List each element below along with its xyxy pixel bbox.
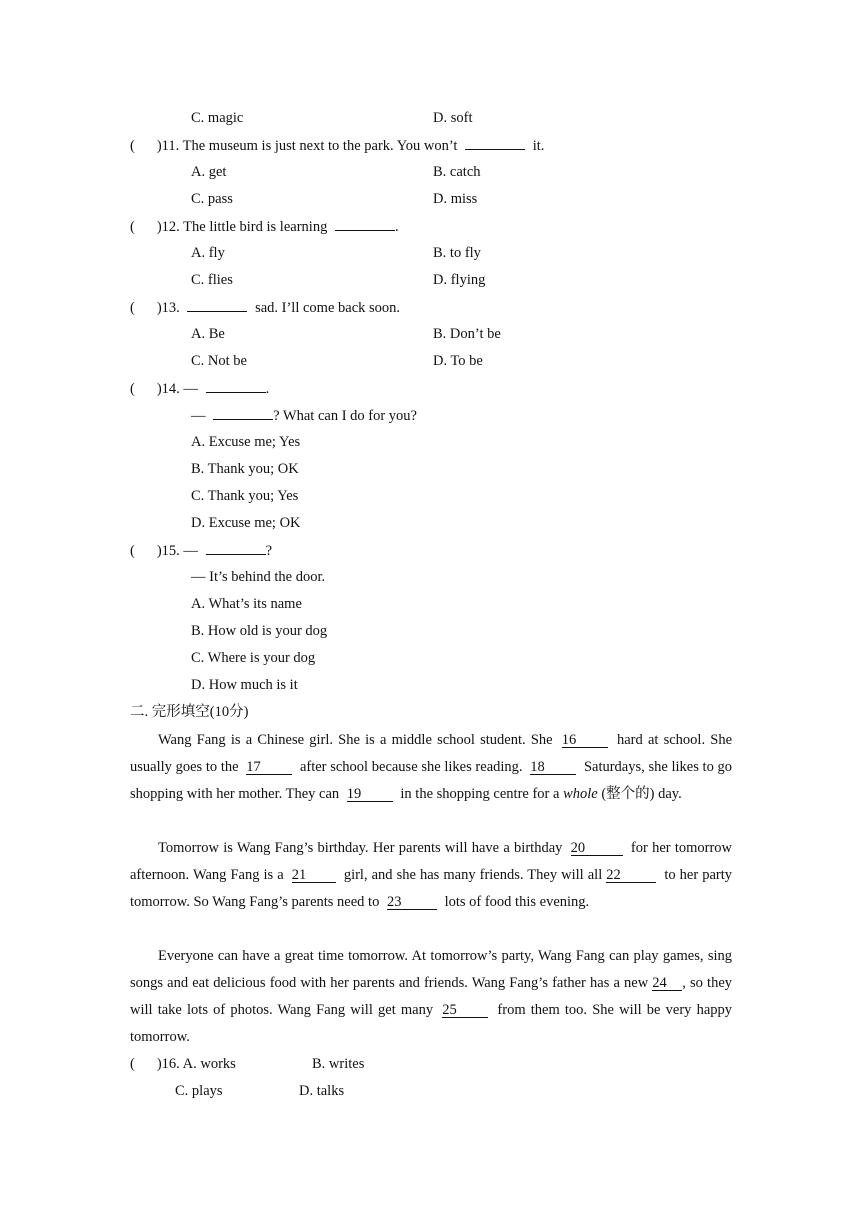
q14-stem [130,379,269,398]
q16-option-c: C. plays [175,1083,223,1099]
q14-stem-text: )14. — [156,381,198,397]
q14-option-d: D. Excuse me; OK [191,515,301,531]
answer-paren: ( [130,300,135,316]
q15-blank [206,541,266,555]
q12-blank [335,217,395,231]
q12-stem [130,217,399,236]
q15-option-b: B. How old is your dog [191,623,328,639]
passage-text: Saturdays, she likes to go shopping with her mother. They can [130,759,733,802]
answer-paren: ( [130,219,135,235]
q15-dialogue-line2: — It’s behind the door. [191,569,326,585]
q11-stem [130,136,544,155]
q12-option-a: A. fly [191,245,225,261]
passage-text: girl, and she has many friends. They will all [343,867,603,883]
blank-16: 16 [562,733,608,748]
passage-text: for her tomorrow afternoon. Wang Fang is a [130,840,733,883]
q13-stem-tail: sad. I’ll come back soon. [255,300,401,316]
q11-stem-text: )11. The museum is just next to the park. You won’t [156,138,458,154]
q16-stem [130,1055,236,1073]
q13-stem-text: )13. [156,300,180,316]
q16-option-b: B. writes [312,1056,365,1072]
blank-21: 21 [292,868,336,883]
answer-paren: ( [130,543,135,559]
blank-20: 20 [571,841,623,856]
q11-option-c: C. pass [191,191,233,207]
answer-paren: ( [130,381,135,397]
q14-dialogue-line2 [191,406,417,425]
passage-text: after school because she likes reading. [299,759,523,775]
q14-option-b: B. Thank you; OK [191,461,299,477]
passage-paragraph-1 [130,727,732,808]
q14-blank-1 [206,379,266,393]
blank-19: 19 [347,787,393,802]
q11-option-d: D. miss [433,191,478,207]
q13-option-d: D. To be [433,353,483,369]
q10-option-d: D. soft [433,110,473,126]
q12-stem-text: )12. The little bird is learning [156,219,328,235]
q15-stem [130,541,272,560]
q12-stem-tail: . [394,219,399,235]
passage-text: Everyone can have a great time tomorrow. At tomorrow’s party, Wang Fang can play games, sing songs and eat delicious food with her parents and friends. Wang Fang’s father has a new [130,948,732,991]
q10-option-c: C. magic [191,110,244,126]
passage-text: hard at school. She usually goes to the [130,732,733,775]
passage-text: Wang Fang is a Chinese girl. She is a middle school student. She [158,732,553,748]
answer-paren: ( [130,138,135,154]
passage-text: in the shopping centre for a [400,786,560,802]
blank-25: 25 [442,1003,488,1018]
passage-text: lots of food this evening. [444,894,590,910]
q15-option-a: A. What’s its name [191,596,302,612]
q14-option-c: C. Thank you; Yes [191,488,299,504]
q13-option-a: A. Be [191,326,225,342]
q14-line2-tail: ? What can I do for you? [273,408,417,424]
passage-text: Tomorrow is Wang Fang’s birthday. Her parents will have a birthday [158,840,563,856]
passage-italic-word: whole [563,786,598,802]
q14-dash: — [191,408,206,424]
passage-paragraph-3 [130,943,732,1051]
blank-18: 18 [530,760,576,775]
q12-option-b: B. to fly [433,245,481,261]
q15-option-c: C. Where is your dog [191,650,316,666]
q13-blank [187,298,247,312]
q13-option-c: C. Not be [191,353,247,369]
blank-23: 23 [387,895,437,910]
q14-option-a: A. Excuse me; Yes [191,434,301,450]
passage-text: from them too. She will be very happy tomorrow. [130,1002,733,1045]
passage-text: , so they will take lots of photos. Wang Fang will get many [130,975,733,1018]
q11-stem-tail: it. [532,138,545,154]
q14-blank-2 [213,406,273,420]
q16-option-d: D. talks [299,1083,345,1099]
q15-stem-text: )15. — [156,543,198,559]
q11-option-a: A. get [191,164,227,180]
blank-22: 22 [606,868,656,883]
q15-stem-tail: ? [265,543,272,559]
q13-stem [130,298,400,317]
section-heading: 二. 完形填空(10分) [130,704,249,720]
q12-option-d: D. flying [433,272,486,288]
q13-option-b: B. Don’t be [433,326,501,342]
passage-paragraph-2 [130,835,732,916]
answer-paren: ( [130,1056,135,1072]
passage-text: (整个的) day. [601,786,682,802]
passage-text: to her party tomorrow. So Wang Fang’s parents need to [130,867,733,910]
q16-stem-text: )16. A. works [156,1056,236,1072]
blank-17: 17 [246,760,292,775]
q11-option-b: B. catch [433,164,481,180]
q15-option-d: D. How much is it [191,677,298,693]
q14-stem-tail: . [265,381,270,397]
q11-blank [465,136,525,150]
blank-24: 24 [652,976,682,991]
q12-option-c: C. flies [191,272,233,288]
